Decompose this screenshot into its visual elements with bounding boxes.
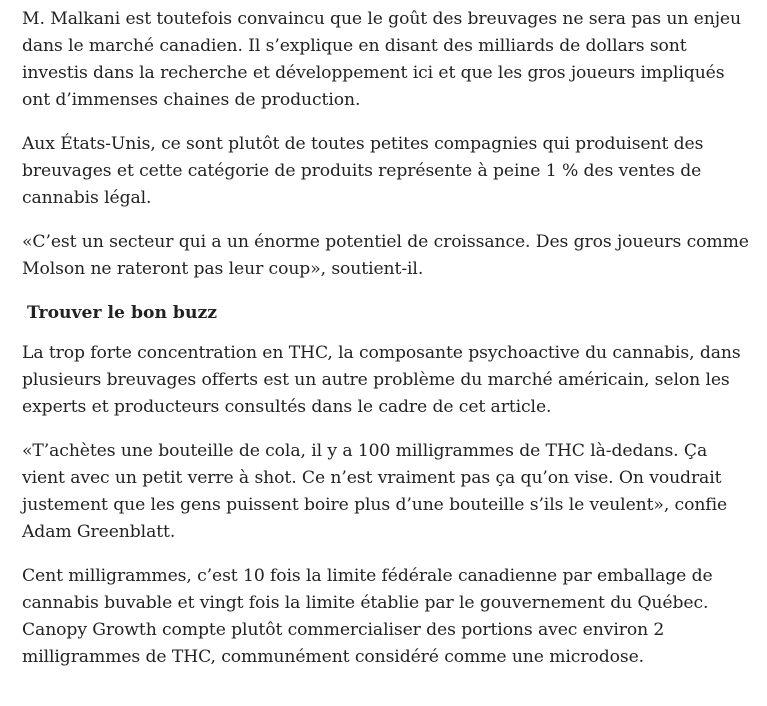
- paragraph-malkani-taste: [22, 6, 755, 114]
- paragraph-growth-quote: [22, 229, 755, 283]
- paragraph-thc-concentration: [22, 340, 755, 421]
- paragraph-greenblatt-quote: [22, 438, 755, 546]
- paragraph-text: La trop forte concentration en THC, la composante psychoactive du cannabis, dans plusieurs breuvages offerts est un autre problème du marché américain, selon les experts et producteurs consultés dans le cadre de cet article.: [22, 343, 741, 417]
- paragraph-text: M. Malkani est toutefois convaincu que le goût des breuvages ne sera pas un enjeu dans le marché canadien. Il s’explique en disant des milliards de dollars sont investis dans la recherche et développement ici et que les gros joueurs impliqués ont d’immenses chaines de production.: [22, 9, 741, 110]
- paragraph-text: Aux États-Unis, ce sont plutôt de toutes petites compagnies qui produisent des breuvages et cette catégorie de produits représente à peine 1 % des ventes de cannabis légal.: [22, 134, 704, 208]
- paragraph-microdose: [22, 563, 755, 671]
- section-heading: Trouver le bon buzz: [27, 303, 217, 323]
- paragraph-us-market: [22, 131, 755, 212]
- paragraph-text: Cent milligrammes, c’est 10 fois la limite fédérale canadienne par emballage de cannabis buvable et vingt fois la limite établie par le gouvernement du Québec. Canopy Growth compte plutôt commercialiser des portions avec environ 2 milligrammes de THC, communément considéré comme une microdose.: [22, 566, 713, 667]
- paragraph-text: «C’est un secteur qui a un énorme potentiel de croissance. Des gros joueurs comme Molson ne rateront pas leur coup», soutient-il.: [22, 232, 749, 279]
- paragraph-text: «T’achètes une bouteille de cola, il y a 100 milligrammes de THC là-dedans. Ça vient avec un petit verre à shot. Ce n’est vraiment pas ça qu’on vise. On voudrait justement que les gens puissent boire plus d’une bouteille s’ils le veulent», confie Adam Greenblatt.: [22, 441, 728, 542]
